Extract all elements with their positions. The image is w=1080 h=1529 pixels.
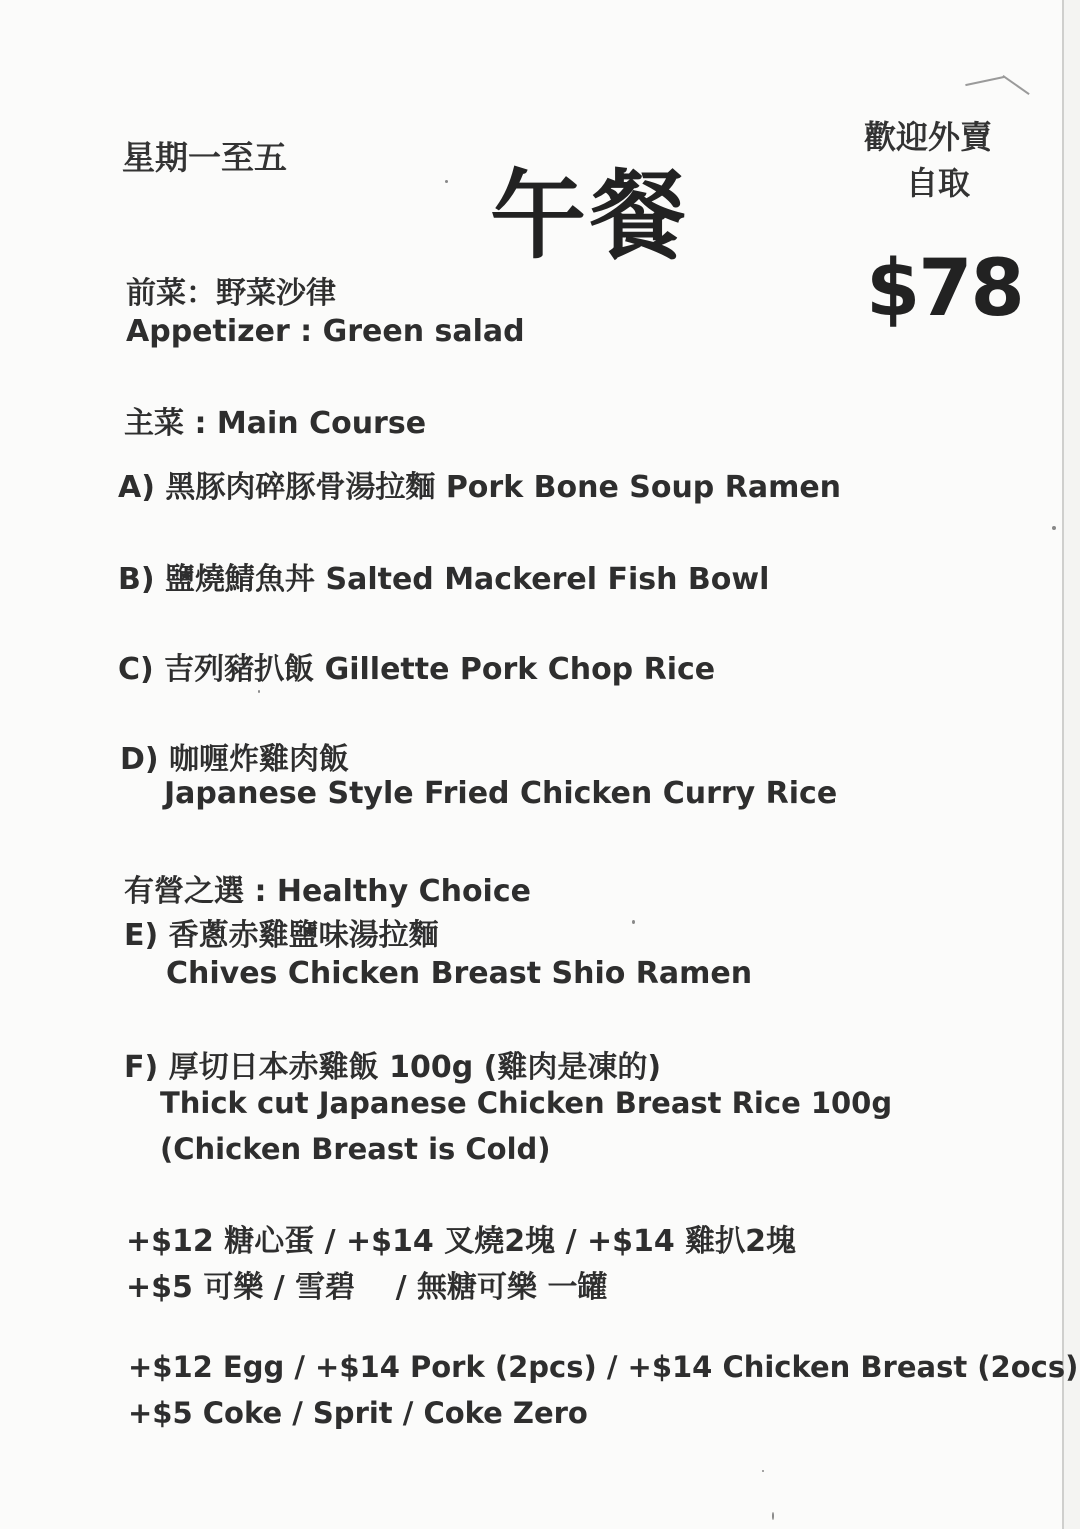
scan-speck xyxy=(632,920,635,924)
addons-en-line1: +$12 Egg / +$14 Pork (2pcs) / +$14 Chicken Breast (2ocs) xyxy=(128,1350,1079,1384)
page-title: 午餐 xyxy=(490,160,690,272)
menu-item-a: A) 黑豚肉碎豚骨湯拉麵 Pork Bone Soup Ramen xyxy=(118,470,842,505)
menu-item-c: C) 吉列豬扒飯 Gillette Pork Chop Rice xyxy=(118,652,716,687)
scan-speck xyxy=(762,1470,764,1472)
takeaway-note-line1: 歡迎外賣 xyxy=(864,118,993,156)
appetizer-en: Appetizer : Green salad xyxy=(126,314,525,349)
menu-item-e-en: Chives Chicken Breast Shio Ramen xyxy=(166,956,753,991)
menu-item-f-zh: F) 厚切日本赤雞飯 100g (雞肉是凍的) xyxy=(124,1050,662,1085)
scan-speck xyxy=(1052,526,1056,530)
menu-item-b: B) 鹽燒鯖魚丼 Salted Mackerel Fish Bowl xyxy=(118,562,770,597)
menu-item-f-note: (Chicken Breast is Cold) xyxy=(160,1132,551,1166)
main-course-heading: 主菜 : Main Course xyxy=(124,406,427,441)
appetizer-zh: 前菜：野菜沙律 xyxy=(126,276,336,311)
set-price: $78 xyxy=(866,244,1023,334)
addons-en-line2: +$5 Coke / Sprit / Coke Zero xyxy=(128,1396,588,1430)
days-label: 星期一至五 xyxy=(122,138,287,177)
healthy-choice-heading: 有營之選 : Healthy Choice xyxy=(124,874,531,909)
scan-scratch xyxy=(965,76,1005,86)
scan-speck xyxy=(258,690,260,693)
menu-item-d-en: Japanese Style Fried Chicken Curry Rice xyxy=(164,776,838,811)
scan-scratch xyxy=(1002,75,1029,95)
takeaway-note-line2: 自取 xyxy=(906,164,971,202)
menu-item-e-zh: E) 香蔥赤雞鹽味湯拉麵 xyxy=(124,918,439,953)
scan-speck xyxy=(445,180,448,183)
addons-zh-line2: +$5 可樂 / 雪碧 / 無糖可樂 一罐 xyxy=(126,1270,608,1305)
scan-speck xyxy=(772,1512,774,1520)
menu-item-d-zh: D) 咖喱炸雞肉飯 xyxy=(120,742,350,777)
menu-item-f-en: Thick cut Japanese Chicken Breast Rice 100g xyxy=(160,1086,893,1120)
addons-zh-line1: +$12 糖心蛋 / +$14 叉燒2塊 / +$14 雞扒2塊 xyxy=(126,1224,797,1259)
